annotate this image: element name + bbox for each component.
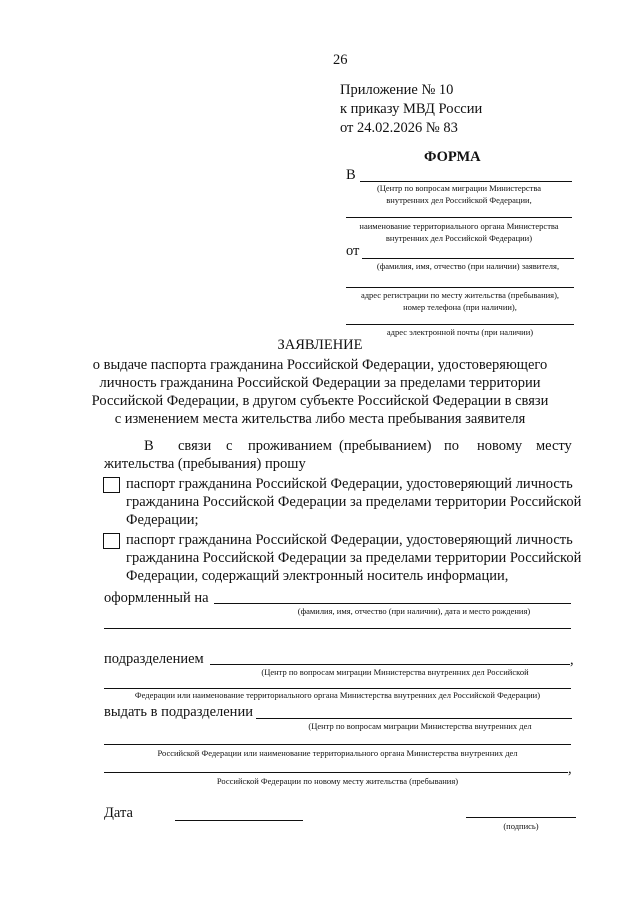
issue-in-label: выдать в подразделении: [104, 704, 253, 720]
order-reference: к приказу МВД России: [340, 101, 483, 117]
issued-to-line-2[interactable]: [104, 628, 571, 629]
division-comma: ,: [570, 652, 574, 668]
option-1-line-2: гражданина Российской Федерации за пределами территории Российской: [126, 494, 582, 510]
statement-title-line-1: о выдаче паспорта гражданина Российской Федерации, удостоверяющего: [92, 357, 548, 373]
division-caption-2: Федерации или наименование территориального органа Министерства внутренних дел Российской Федерации): [134, 690, 541, 700]
statement-title-line-3: Российской Федерации, в другом субъекте Российской Федерации в связи: [91, 393, 549, 409]
statement-title-line-4: с изменением места жительства либо места пребывания заявителя: [114, 411, 526, 427]
date-label: Дата: [104, 805, 133, 821]
request-line-2: жительства (пребывания) прошу: [104, 456, 306, 472]
page-number: 26: [333, 52, 348, 68]
request-word-8: месту: [536, 438, 572, 454]
request-word-1: В: [144, 438, 154, 454]
option-2-checkbox[interactable]: [103, 533, 120, 549]
option-1-checkbox[interactable]: [103, 477, 120, 493]
statement-title-line-2: личность гражданина Российской Федерации за пределами территории: [99, 375, 541, 391]
issue-in-caption-3: Российской Федерации по новому месту жительства (пребывания): [216, 776, 459, 786]
request-word-2: связи: [178, 438, 212, 454]
caption-email: адрес электронной почты (при наличии): [386, 327, 534, 337]
issue-in-caption-1: (Центр по вопросам миграции Министерства внутренних дел: [308, 721, 532, 731]
division-caption-1: (Центр по вопросам миграции Министерства внутренних дел Российской: [261, 667, 529, 677]
caption-address-1: адрес регистрации по месту жительства (пребывания),: [360, 290, 560, 300]
caption-fio: (фамилия, имя, отчество (при наличии) заявителя,: [376, 261, 560, 271]
to-prefix: В: [346, 167, 356, 183]
addressee-line-2[interactable]: [346, 217, 572, 218]
applicant-fio-line[interactable]: [362, 258, 574, 259]
request-word-5: (пребыванием): [339, 438, 432, 454]
from-prefix: от: [346, 243, 360, 259]
issued-to-caption: (фамилия, имя, отчество (при наличии), дата и место рождения): [297, 606, 531, 616]
option-1-line-3: Федерации;: [126, 512, 199, 528]
issue-in-comma: ,: [568, 761, 572, 777]
division-line-2[interactable]: [104, 688, 571, 689]
option-2-line-2: гражданина Российской Федерации за пределами территории Российской: [126, 550, 582, 566]
caption-territorial-1: наименование территориального органа Министерства: [359, 221, 559, 231]
caption-territorial-2: внутренних дел Российской Федерации): [385, 233, 533, 243]
order-date-number: от 24.02.2026 № 83: [340, 120, 458, 136]
issue-in-line[interactable]: [256, 718, 572, 719]
statement-heading: ЗАЯВЛЕНИЕ: [277, 337, 363, 353]
addressee-line-1[interactable]: [360, 181, 572, 182]
caption-address-2: номер телефона (при наличии),: [403, 302, 517, 312]
issue-in-line-2[interactable]: [104, 744, 571, 745]
option-1-line-1: паспорт гражданина Российской Федерации, удостоверяющий личность: [126, 476, 573, 492]
applicant-email-line[interactable]: [346, 324, 574, 325]
option-2-line-3: Федерации, содержащий электронный носитель информации,: [126, 568, 509, 584]
caption-center-2: внутренних дел Российской Федерации,: [386, 195, 532, 205]
signature-line[interactable]: [466, 817, 576, 818]
request-word-4: проживанием: [248, 438, 332, 454]
signature-caption: (подпись): [503, 821, 539, 831]
issue-in-caption-2: Российской Федерации или наименование территориального органа Министерства внутренних дел: [157, 748, 518, 758]
issued-to-line[interactable]: [214, 603, 571, 604]
request-word-7: новому: [477, 438, 523, 454]
request-word-3: с: [226, 438, 233, 454]
caption-center-1: (Центр по вопросам миграции Министерства: [376, 183, 542, 193]
option-2-line-1: паспорт гражданина Российской Федерации, удостоверяющий личность: [126, 532, 573, 548]
issue-in-line-3[interactable]: [104, 772, 568, 773]
applicant-address-line[interactable]: [346, 287, 574, 288]
division-line[interactable]: [210, 664, 570, 665]
request-word-6: по: [444, 438, 460, 454]
form-label: ФОРМА: [424, 149, 481, 165]
date-line[interactable]: [175, 820, 303, 821]
appendix-label: Приложение № 10: [340, 82, 454, 98]
division-label: подразделением: [104, 651, 204, 667]
issued-to-label: оформленный на: [104, 590, 209, 606]
